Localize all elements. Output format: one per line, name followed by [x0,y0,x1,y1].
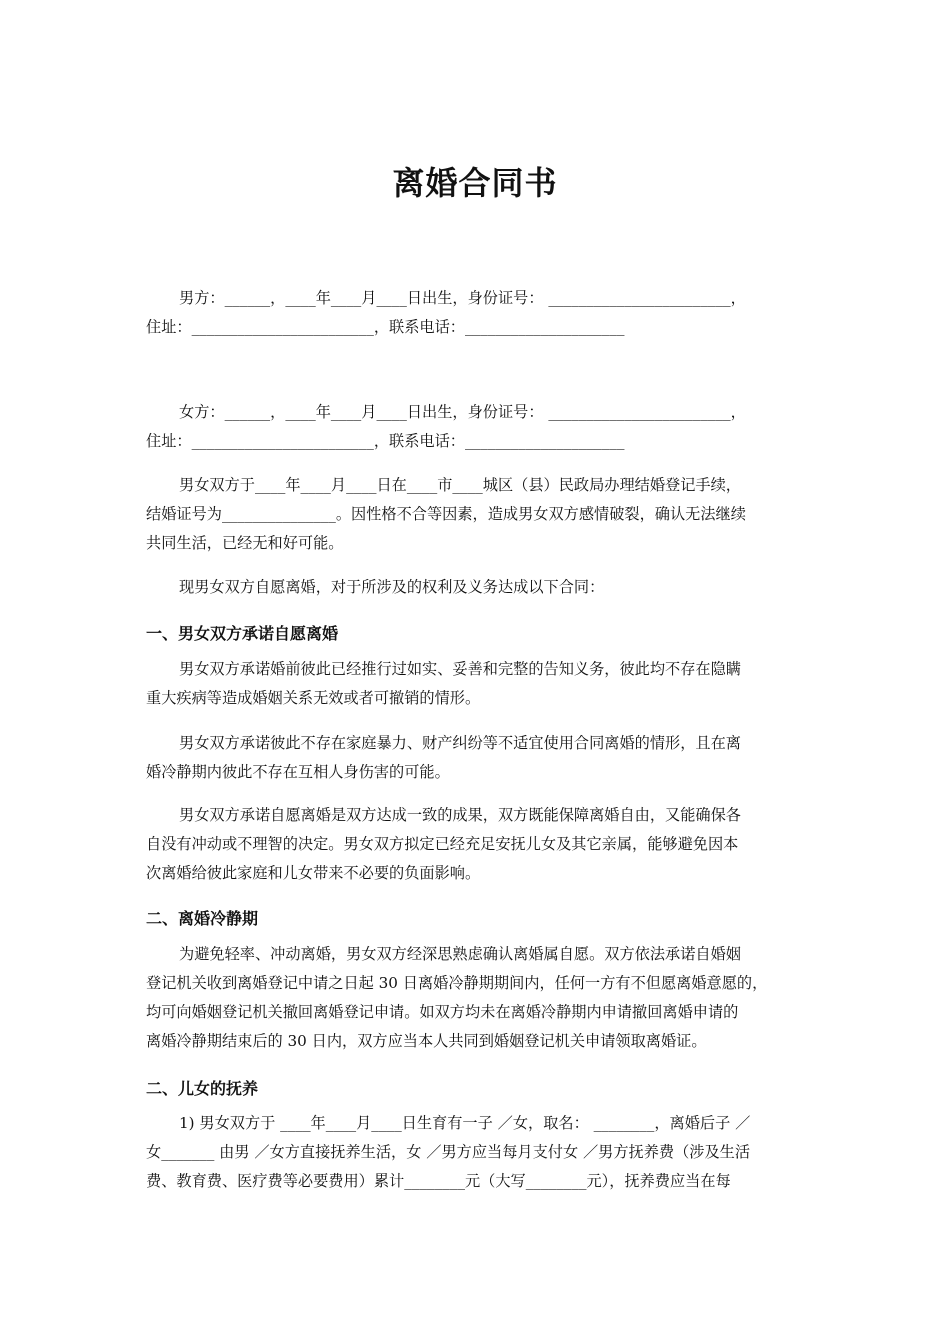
section-1-paragraph-2 [146,729,814,787]
section-1 [146,618,814,650]
paragraph-line: 共同生活，已经无和好可能。 [146,534,344,552]
paragraph-line: 费、教育费、医疗费等必要费用）累计________元（大写________元），抚养费应当在每 [146,1172,731,1190]
paragraph-line: 均可向婚姻登记机关撤回离婚登记申请。如双方均未在离婚冷静期内申请撤回离婚申请的 [146,1003,739,1021]
husband-address-line: 住址：________________________，联系电话：_____________________ [146,318,625,336]
section-2-paragraph-1 [146,940,814,1056]
paragraph-line: 自没有冲动或不理智的决定。男女双方拟定已经充足安抚儿女及其它亲属，能够避免因本 [146,835,739,853]
section-heading: 二、离婚冷静期 [146,909,259,928]
marriage-paragraph [146,471,814,558]
section-3 [146,1073,814,1105]
paragraph-line: 男女双方承诺自愿离婚是双方达成一致的成果，双方既能保障离婚自由，又能确保各 [179,806,741,824]
paragraph-line: 男女双方承诺婚前彼此已经推行过如实、妥善和完整的告知义务，彼此均不存在隐瞒 [179,660,741,678]
paragraph-line: 女_______ 由男 ／女方直接抚养生活，女 ／男方应当每月支付女 ／男方抚养费（涉及生活 [146,1143,751,1161]
paragraph-line: 婚冷静期内彼此不存在互相人身伤害的可能。 [146,763,450,781]
section-1-paragraph-1 [146,655,814,713]
paragraph-line: 1) 男女双方于 ____年____月____日生育有一子 ／女，取名： ________，离婚后子 ／ [179,1114,751,1132]
paragraph-line: 现男女双方自愿离婚，对于所涉及的权利及义务达成以下合同： [179,578,605,596]
paragraph-line: 为避免轻率、冲动离婚，男女双方经深思熟虑确认离婚属自愿。双方依法承诺自婚姻 [179,945,741,963]
intro-paragraph [146,573,814,602]
wife-address-line: 住址：________________________，联系电话：_____________________ [146,432,625,450]
wife-line: 女方：______，____年____月____日出生，身份证号： ________________________， [179,403,746,421]
paragraph-line: 男女双方于____年____月____日在____市____城区（县）民政局办理结婚登记手续， [179,476,741,494]
section-heading: 一、男女双方承诺自愿离婚 [146,624,339,643]
husband-line: 男方：______，____年____月____日出生，身份证号： ________________________， [179,289,746,307]
paragraph-line: 男女双方承诺彼此不存在家庭暴力、财产纠纷等不适宜使用合同离婚的情形，且在离 [179,734,741,752]
wife-info [146,398,814,456]
section-heading: 二、儿女的抚养 [146,1079,259,1098]
section-3-paragraph-1 [146,1109,814,1196]
document-title: 离婚合同书 [392,164,558,202]
paragraph-line: 重大疾病等造成婚姻关系无效或者可撤销的情形。 [146,689,481,707]
paragraph-line: 结婚证号为_______________。因性格不合等因素，造成男女双方感情破裂，确认无法继续 [146,505,746,523]
paragraph-line: 离婚冷静期结束后的 30 日内，双方应当本人共同到婚姻登记机关申请领取离婚证。 [146,1032,707,1050]
section-1-paragraph-3 [146,801,814,888]
section-2 [146,903,814,935]
paragraph-line: 次离婚给彼此家庭和儿女带来不必要的负面影响。 [146,864,481,882]
husband-info [146,284,814,342]
paragraph-line: 登记机关收到离婚登记中请之日起 30 日离婚冷静期期间内，任何一方有不但愿离婚意愿的， [146,974,768,992]
